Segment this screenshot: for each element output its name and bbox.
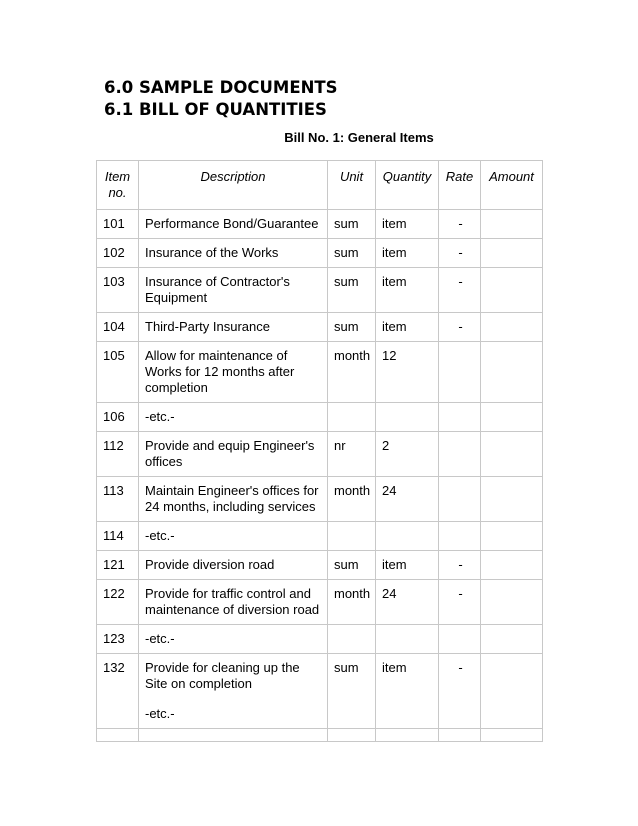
cell-item: 114 [97,522,139,551]
cell-unit [328,403,376,432]
table-row [97,477,543,522]
cell-description: Provide and equip Engineer's offices [139,432,328,477]
cell-description: -etc.- [139,522,328,551]
cell-item: 112 [97,432,139,477]
cell-description [139,729,328,742]
cell-description: -etc.- [139,403,328,432]
header-description: Description [139,161,328,210]
table-row [97,342,543,403]
cell-item: 132 [97,654,139,729]
section-heading-bill-of-quantities: 6.1 BILL OF QUANTITIES [104,100,327,119]
cell-rate [439,729,481,742]
table-header-row [97,161,543,210]
cell-quantity: 2 [376,432,439,477]
cell-unit: sum [328,268,376,313]
cell-quantity [376,625,439,654]
cell-amount [481,403,543,432]
cell-rate: - [439,580,481,625]
cell-rate: - [439,551,481,580]
cell-amount [481,432,543,477]
cell-item: 102 [97,239,139,268]
cell-unit [328,729,376,742]
cell-unit: sum [328,210,376,239]
header-unit: Unit [328,161,376,210]
cell-unit [328,522,376,551]
cell-unit: sum [328,654,376,729]
cell-description: Provide for traffic control and maintenance of diversion road [139,580,328,625]
cell-amount [481,654,543,729]
cell-unit: month [328,342,376,403]
cell-quantity [376,403,439,432]
cell-quantity: item [376,313,439,342]
table-row [97,239,543,268]
cell-amount [481,522,543,551]
cell-quantity: item [376,210,439,239]
cell-rate [439,403,481,432]
cell-description: -etc.- [139,625,328,654]
table-row [97,654,543,729]
cell-description: Insurance of the Works [139,239,328,268]
cell-description-extra: -etc.- [145,706,175,721]
cell-amount [481,729,543,742]
cell-quantity: item [376,239,439,268]
cell-unit [328,625,376,654]
cell-description: Provide diversion road [139,551,328,580]
cell-item [97,729,139,742]
cell-quantity: item [376,654,439,729]
cell-item: 113 [97,477,139,522]
cell-item: 121 [97,551,139,580]
header-item-no: Item no. [97,161,139,210]
cell-item: 123 [97,625,139,654]
cell-amount [481,239,543,268]
bill-of-quantities-table [96,160,543,742]
cell-unit: month [328,580,376,625]
cell-quantity: item [376,268,439,313]
table-row [97,625,543,654]
header-amount: Amount [481,161,543,210]
table-row [97,522,543,551]
table-row [97,432,543,477]
cell-item: 122 [97,580,139,625]
cell-unit: sum [328,551,376,580]
cell-rate: - [439,268,481,313]
cell-description-text: Provide for cleaning up the Site on completion [145,660,300,691]
cell-description: Insurance of Contractor's Equipment [139,268,328,313]
cell-quantity: 12 [376,342,439,403]
cell-description [139,654,328,729]
header-quantity: Quantity [376,161,439,210]
cell-item: 104 [97,313,139,342]
cell-quantity [376,522,439,551]
section-headings [104,77,338,121]
cell-quantity: 24 [376,477,439,522]
cell-description: Third-Party Insurance [139,313,328,342]
table-row [97,210,543,239]
cell-item: 106 [97,403,139,432]
cell-description: Maintain Engineer's offices for 24 months, including services [139,477,328,522]
cell-quantity [376,729,439,742]
cell-unit: sum [328,313,376,342]
cell-description: Allow for maintenance of Works for 12 months after completion [139,342,328,403]
cell-amount [481,313,543,342]
cell-item: 103 [97,268,139,313]
cell-rate [439,522,481,551]
table-row [97,729,543,742]
cell-amount [481,551,543,580]
table-row [97,551,543,580]
header-rate: Rate [439,161,481,210]
cell-unit: sum [328,239,376,268]
section-heading-documents: 6.0 SAMPLE DOCUMENTS [104,78,338,97]
cell-rate [439,477,481,522]
table-row [97,313,543,342]
cell-item: 101 [97,210,139,239]
table-row [97,403,543,432]
cell-rate: - [439,654,481,729]
cell-rate [439,342,481,403]
cell-amount [481,342,543,403]
cell-item: 105 [97,342,139,403]
cell-unit: nr [328,432,376,477]
cell-amount [481,477,543,522]
table-row [97,268,543,313]
cell-amount [481,210,543,239]
cell-quantity: item [376,551,439,580]
cell-amount [481,625,543,654]
cell-rate: - [439,313,481,342]
cell-unit: month [328,477,376,522]
table-caption: Bill No. 1: General Items [284,130,434,145]
cell-amount [481,268,543,313]
cell-rate [439,432,481,477]
cell-quantity: 24 [376,580,439,625]
cell-description: Performance Bond/Guarantee [139,210,328,239]
cell-rate: - [439,210,481,239]
table-row [97,580,543,625]
table-caption-container [0,130,638,145]
cell-description-spacer [145,692,323,706]
cell-rate: - [439,239,481,268]
cell-rate [439,625,481,654]
cell-amount [481,580,543,625]
